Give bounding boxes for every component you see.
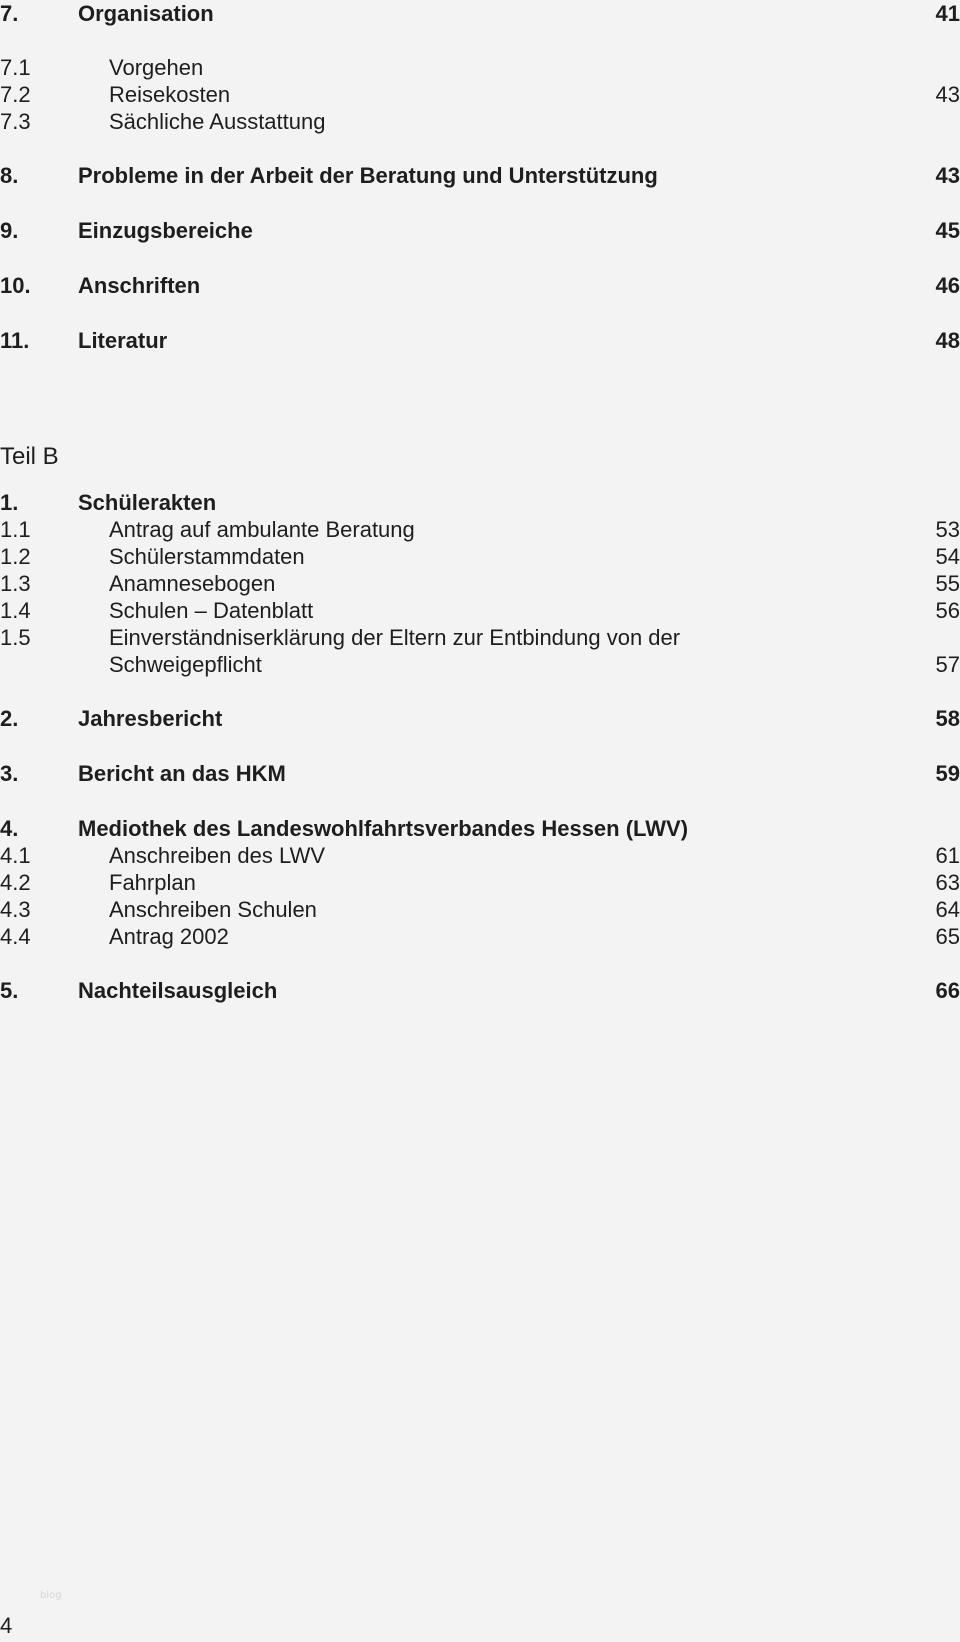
toc-entry-page-number: 58 — [935, 706, 960, 731]
toc-entry-number: 4.1 — [0, 843, 31, 868]
toc-entry — [0, 162, 960, 190]
toc-entry — [0, 108, 960, 136]
toc-entry-title: Anamnesebogen — [109, 571, 276, 596]
toc-entry-page-number: 43 — [935, 163, 960, 188]
toc-entry — [0, 705, 960, 733]
toc-entry-title: Jahresbericht — [78, 706, 223, 731]
toc-entry-number: 1.5 — [0, 625, 31, 650]
toc-entry-number: 7. — [0, 1, 19, 26]
toc-entry-title: Anschreiben des LWV — [109, 843, 326, 868]
toc-entry — [0, 869, 960, 897]
toc-entry — [0, 516, 960, 544]
toc-entry-page-number: 55 — [935, 571, 960, 596]
toc-entry-title: Schweigepflicht — [109, 652, 262, 677]
toc-entry — [0, 81, 960, 109]
toc-entry-number: 8. — [0, 163, 19, 188]
toc-entry-page-number: 59 — [935, 761, 960, 786]
toc-entry-page-number: 61 — [935, 843, 960, 868]
toc-entry-title: Einzugsbereiche — [78, 218, 253, 243]
toc-entry-page-number: 53 — [935, 517, 960, 542]
toc-entry-title: Antrag auf ambulante Beratung — [109, 517, 415, 542]
toc-entry-number: 11. — [0, 328, 30, 353]
toc-entry-number: 1.3 — [0, 571, 31, 596]
toc-entry-page-number: 54 — [935, 544, 960, 569]
toc-entry-number: 1. — [0, 490, 19, 515]
toc-entry-number: 5. — [0, 978, 19, 1003]
toc-entry — [0, 651, 960, 679]
toc-entry-title: Vorgehen — [109, 55, 204, 80]
toc-entry — [0, 570, 960, 598]
toc-entry-title: Probleme in der Arbeit der Beratung und Unterstützung — [78, 163, 658, 188]
toc-entry-title: Mediothek des Landeswohlfahrtsverbandes Hessen (LWV) — [78, 816, 689, 841]
toc-entry-number: 7.1 — [0, 55, 31, 80]
toc-entry — [0, 923, 960, 951]
toc-entry-number: 1.4 — [0, 598, 31, 623]
toc-entry-page-number: 48 — [935, 328, 960, 353]
toc-entry — [0, 327, 960, 355]
toc-entry — [0, 217, 960, 245]
toc-entry-title: Fahrplan — [109, 870, 196, 895]
toc-entry-page-number: 41 — [935, 1, 960, 26]
toc-entry-title: Sächliche Ausstattung — [109, 109, 326, 134]
toc-entry — [0, 272, 960, 300]
toc-entry-page-number: 66 — [935, 978, 960, 1003]
toc-entry-number: 7.2 — [0, 82, 31, 107]
toc-entry-number: 1.1 — [0, 517, 31, 542]
toc-entry-number: 4.4 — [0, 924, 31, 949]
toc-entry-number: 3. — [0, 761, 19, 786]
toc-entry-number: 4. — [0, 816, 19, 841]
toc-entry — [0, 543, 960, 571]
toc-entry-title: Antrag 2002 — [109, 924, 229, 949]
toc-entry — [0, 977, 960, 1005]
toc-entry — [0, 842, 960, 870]
toc-entry-number: 4.3 — [0, 897, 31, 922]
toc-entry — [0, 624, 960, 652]
toc-entry-title: Schülerakten — [78, 490, 217, 515]
toc-entry-title: Reisekosten — [109, 82, 231, 107]
toc-entry-page-number: 57 — [935, 652, 960, 677]
toc-entry-title: Anschreiben Schulen — [109, 897, 317, 922]
toc-entry-number: 4.2 — [0, 870, 31, 895]
toc-entry-title: Nachteilsausgleich — [78, 978, 278, 1003]
toc-entry-number: 1.2 — [0, 544, 31, 569]
toc-entry — [0, 0, 960, 28]
toc-entry-number: 2. — [0, 706, 19, 731]
toc-entry-title: Einverständniserklärung der Eltern zur Entbindung von der — [109, 625, 681, 650]
toc-entry — [0, 815, 960, 843]
toc-entry-page-number: 45 — [935, 218, 960, 243]
toc-entry-page-number: 65 — [935, 924, 960, 949]
toc-entry-page-number: 63 — [935, 870, 960, 895]
footer-page-number: 4 — [0, 1613, 13, 1638]
toc-entry — [0, 760, 960, 788]
toc-entry-number: 10. — [0, 273, 31, 298]
toc-entry-number: 9. — [0, 218, 19, 243]
toc-entry-page-number: 56 — [935, 598, 960, 623]
watermark: blog — [40, 1590, 62, 1601]
toc-entry-title: Anschriften — [78, 273, 201, 298]
toc-entry-title: Schulen – Datenblatt — [109, 598, 314, 623]
toc-entry-page-number: 46 — [935, 273, 960, 298]
toc-entry — [0, 896, 960, 924]
toc-entry-number: 7.3 — [0, 109, 31, 134]
toc-entry — [0, 489, 960, 517]
part-b-heading: Teil B — [0, 443, 59, 470]
toc-entry-title: Schülerstammdaten — [109, 544, 305, 569]
toc-entry-page-number: 43 — [935, 82, 960, 107]
toc-entry — [0, 54, 960, 82]
toc-entry-title: Bericht an das HKM — [78, 761, 286, 786]
toc-entry — [0, 597, 960, 625]
toc-entry-title: Organisation — [78, 1, 214, 26]
toc-entry-page-number: 64 — [935, 897, 960, 922]
toc-entry-title: Literatur — [78, 328, 168, 353]
